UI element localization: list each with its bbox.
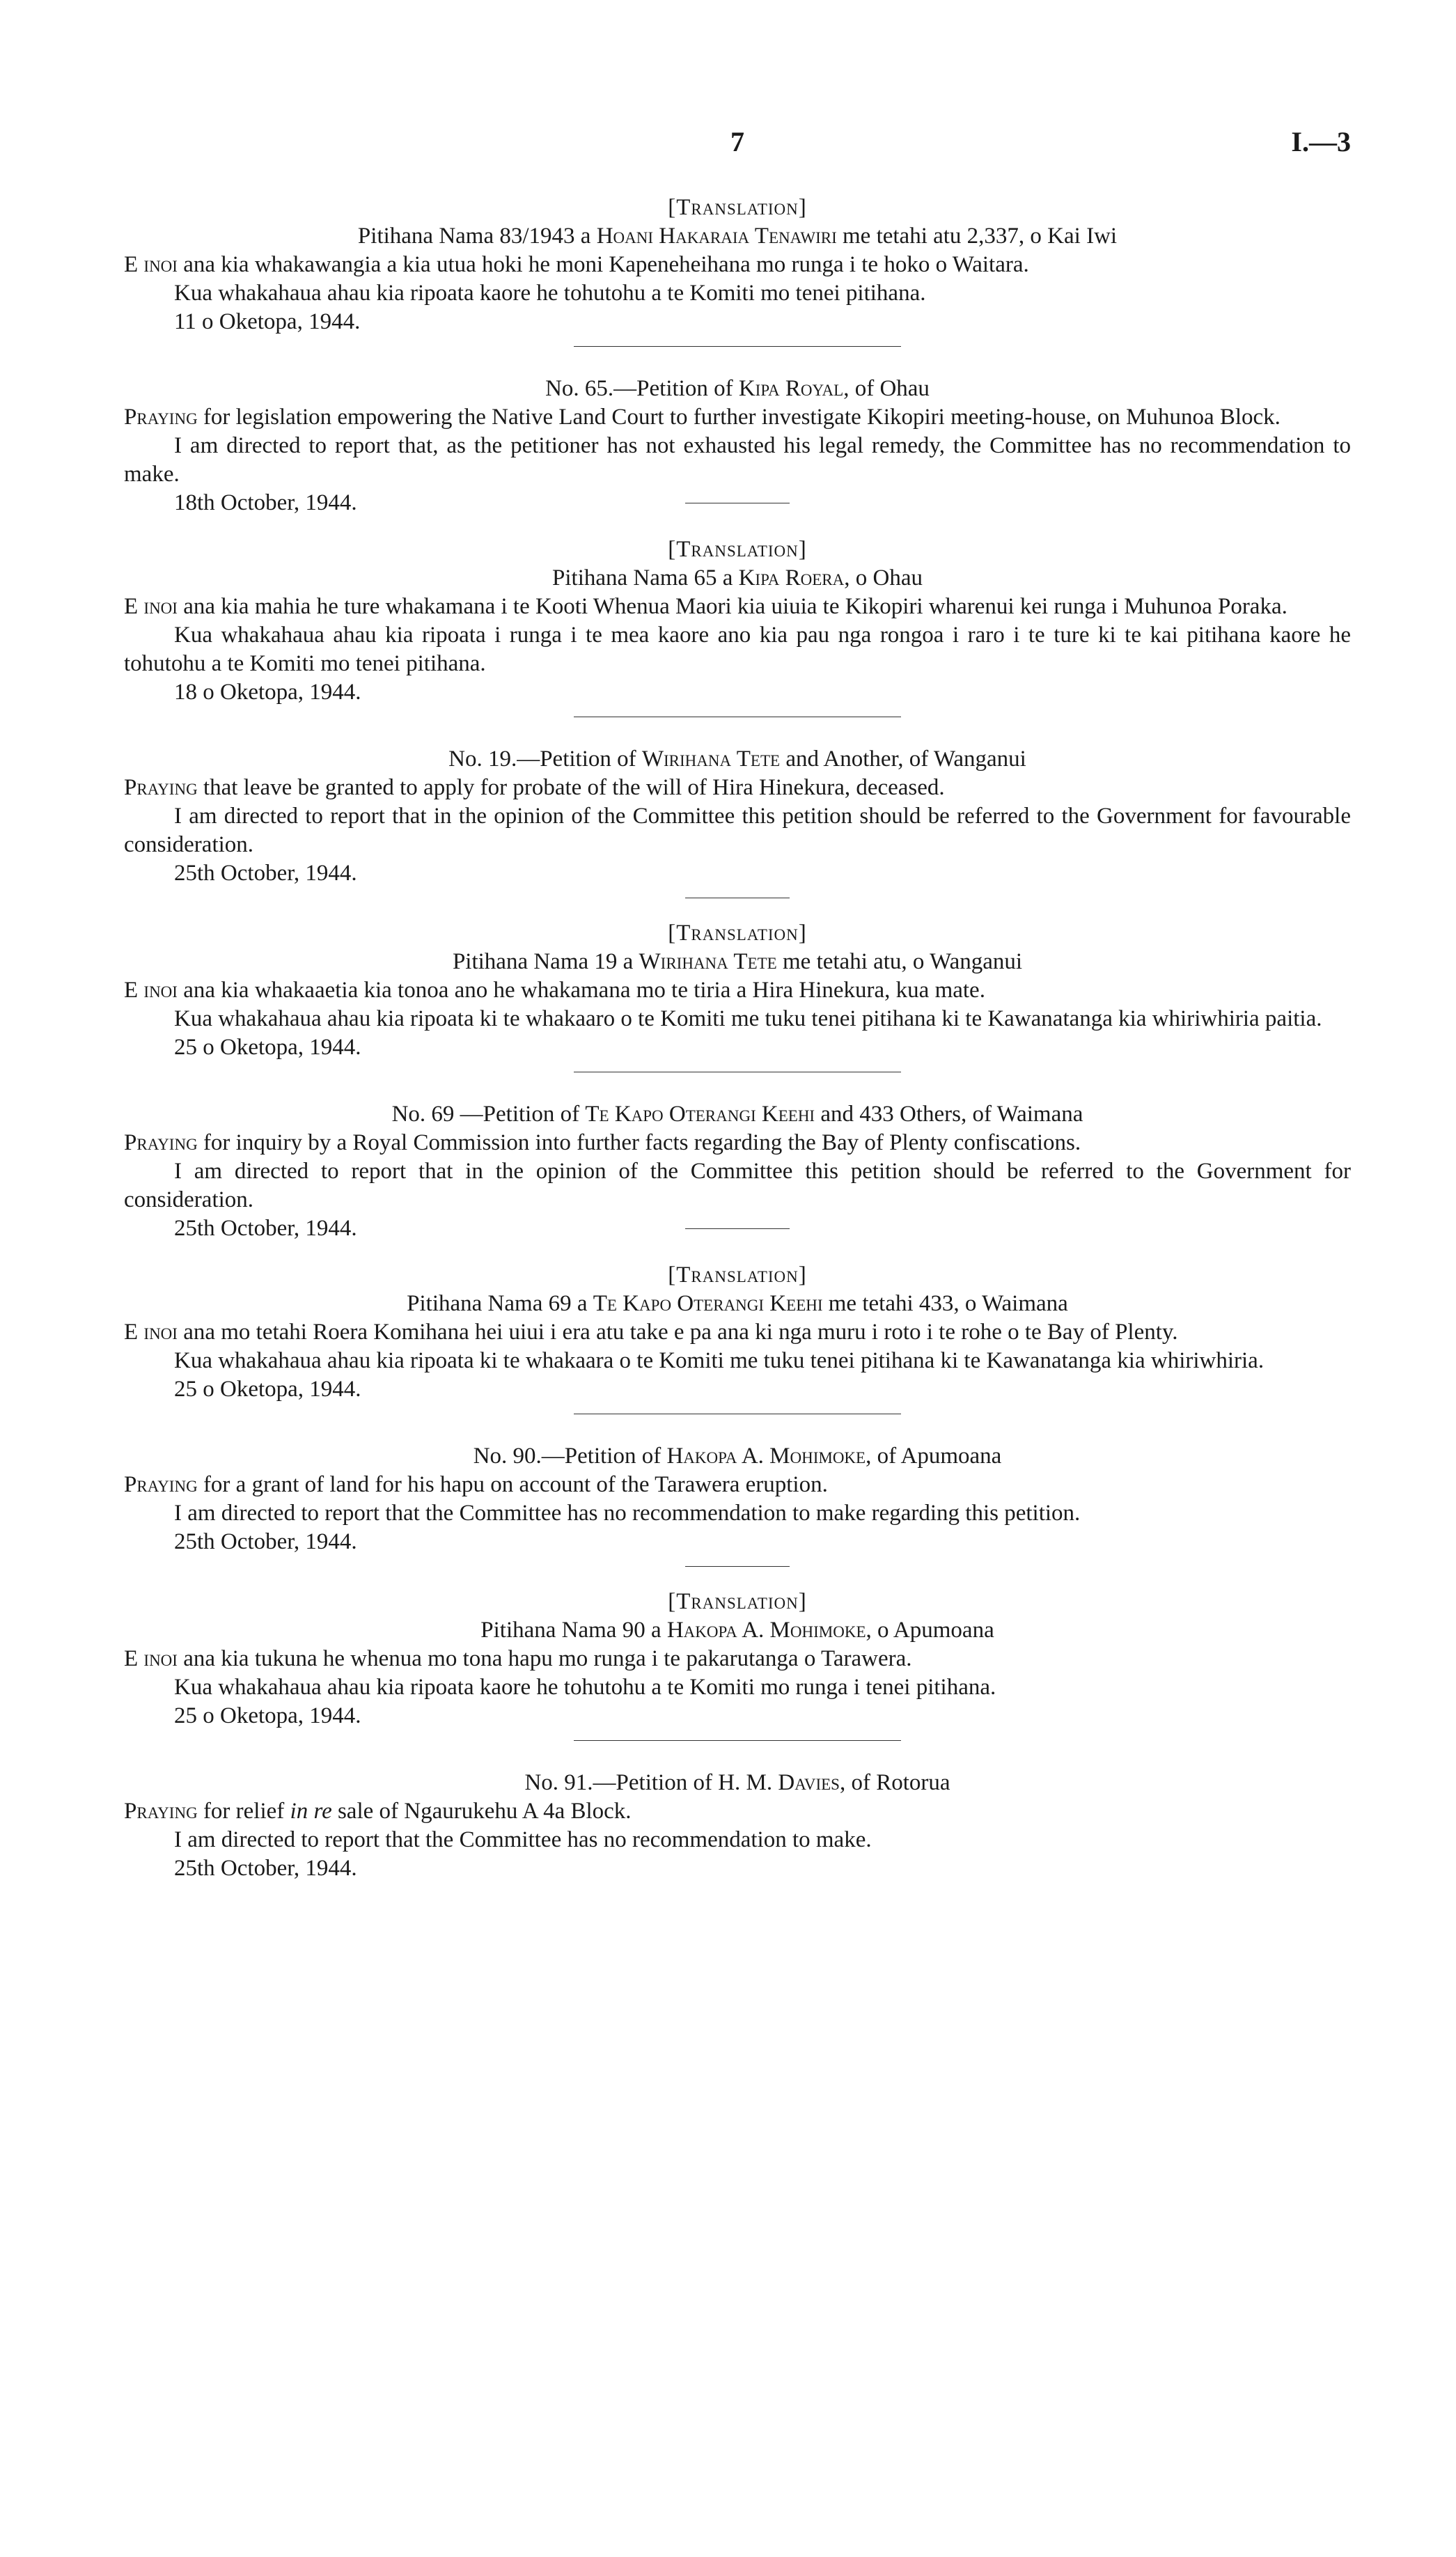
document-page	[124, 0, 1351, 2557]
section-heading: Pitihana Nama 90 a Hakopa A. Mohimoke, o Apumoana	[480, 1618, 994, 1643]
section-date: 25th October, 1944.	[174, 861, 357, 886]
prayer-paragraph: E inoi ana kia whakaaetia kia tonoa ano he whakamana mo te tiria a Hira Hinekura, kua mate.	[124, 978, 985, 1003]
section-heading: No. 65.—Petition of Kipa Royal, of Ohau	[545, 376, 930, 401]
document-reference: I.—3	[1291, 126, 1351, 157]
date-row	[124, 489, 1351, 517]
section-heading: No. 90.—Petition of Hakopa A. Mohimoke, of Apumoana	[473, 1444, 1002, 1469]
translation-65	[124, 535, 1351, 707]
section-date: 25th October, 1944.	[174, 1529, 357, 1554]
prayer-paragraph: Praying for inquiry by a Royal Commission into further facts regarding the Bay of Plenty confiscations.	[124, 1130, 1081, 1155]
page-header	[124, 125, 1351, 167]
translation-label: [Translation]	[668, 921, 807, 946]
translation-label: [Translation]	[668, 537, 807, 562]
section-heading: No. 19.—Petition of Wirihana Tete and Another, of Wanganui	[448, 746, 1026, 772]
section-date: 25 o Oketopa, 1944.	[174, 1035, 361, 1060]
petition-90	[124, 1442, 1351, 1556]
prayer-paragraph: Praying for legislation empowering the Native Land Court to further investigate Kikopiri meeting-house, on Muhunoa Block.	[124, 405, 1281, 430]
section-date: 25 o Oketopa, 1944.	[174, 1377, 361, 1402]
petitioner-name: Wirihana Tete	[639, 949, 777, 974]
prayer-paragraph: Praying for a grant of land for his hapu on account of the Tarawera eruption.	[124, 1472, 828, 1497]
section-divider	[574, 346, 901, 347]
petitioner-name: Hakopa A. Mohimoke	[666, 1444, 866, 1469]
section-date: 25 o Oketopa, 1944.	[174, 1703, 361, 1728]
document-body	[124, 194, 1351, 1883]
prayer-paragraph: E inoi ana mo tetahi Roera Komihana hei uiui i era atu take e pa ana ki nga muru i roto i te rohe o te Bay of Plenty.	[124, 1320, 1178, 1345]
prayer-paragraph: E inoi ana kia whakawangia a kia utua hoki he moni Kapeneheihana mo runga i te hoko o Waitara.	[124, 252, 1029, 277]
report-paragraph: I am directed to report that in the opinion of the Committee this petition should be referred to the Government for favourable consideration.	[124, 804, 1351, 857]
prayer-paragraph: Praying that leave be granted to apply for probate of the will of Hira Hinekura, deceased.	[124, 775, 945, 800]
section-heading: No. 91.—Petition of H. M. Davies, of Rotorua	[524, 1770, 950, 1795]
petitioner-name: Kipa Royal	[738, 376, 844, 401]
petitioner-name: Te Kapo Oterangi Keehi	[593, 1291, 823, 1316]
page-number: 7	[730, 126, 744, 157]
report-paragraph: I am directed to report that the Committee has no recommendation to make regarding this petition.	[174, 1501, 1081, 1526]
petitioner-name: Wirihana Tete	[641, 746, 781, 772]
short-divider	[685, 1228, 790, 1229]
report-paragraph: Kua whakahaua ahau kia ripoata kaore he tohutohu a te Komiti mo runga i tenei pitihana.	[174, 1675, 996, 1700]
petition-19	[124, 745, 1351, 888]
report-paragraph: I am directed to report that in the opinion of the Committee this petition should be referred to the Government for consideration.	[124, 1159, 1351, 1212]
translation-label: [Translation]	[668, 1589, 807, 1614]
section-date: 18th October, 1944.	[174, 490, 357, 515]
section-divider	[574, 1740, 901, 1741]
petition-91	[124, 1769, 1351, 1883]
translation-69	[124, 1261, 1351, 1404]
date-row	[124, 1214, 1351, 1243]
translation-19	[124, 919, 1351, 1062]
report-paragraph: Kua whakahaua ahau kia ripoata i runga i te mea kaore ano kia pau nga rongoa i raro i te ture ki te kai pitihana kaore he tohutohu a te Komiti mo tenei pitihana.	[124, 623, 1351, 676]
report-paragraph: I am directed to report that the Committee has no recommendation to make.	[174, 1827, 872, 1852]
petitioner-name: H. M. Davies	[718, 1770, 840, 1795]
report-paragraph: Kua whakahaua ahau kia ripoata kaore he tohutohu a te Komiti mo tenei pitihana.	[174, 281, 926, 306]
petitioner-name: Kipa Roera	[738, 565, 845, 591]
translation-label: [Translation]	[668, 195, 807, 220]
section-heading: Pitihana Nama 69 a Te Kapo Oterangi Keehi me tetahi 433, o Waimana	[407, 1291, 1068, 1316]
section-heading: Pitihana Nama 19 a Wirihana Tete me tetahi atu, o Wanganui	[452, 949, 1023, 974]
section-date: 25th October, 1944.	[174, 1216, 357, 1241]
section-date: 11 o Oketopa, 1944.	[174, 309, 361, 334]
prayer-paragraph: E inoi ana kia mahia he ture whakamana i te Kooti Whenua Maori kia uiuia te Kikopiri wharenui kei runga i Muhunoa Poraka.	[124, 594, 1287, 619]
petition-65	[124, 375, 1351, 517]
petitioner-name: Hoani Hakaraia Tenawiri	[596, 224, 837, 249]
translation-83-1943	[124, 194, 1351, 336]
petitioner-name: Te Kapo Oterangi Keehi	[585, 1102, 815, 1127]
prayer-paragraph: Praying for relief in re sale of Ngaurukehu A 4a Block.	[124, 1799, 632, 1824]
section-date: 25th October, 1944.	[174, 1856, 357, 1881]
translation-90	[124, 1588, 1351, 1730]
translation-label: [Translation]	[668, 1262, 807, 1288]
petition-69	[124, 1100, 1351, 1243]
latin-phrase: in re	[290, 1799, 332, 1824]
petitioner-name: Hakopa A. Mohimoke	[666, 1618, 866, 1643]
report-paragraph: I am directed to report that, as the petitioner has not exhausted his legal remedy, the Committee has no recommendation to make.	[124, 433, 1351, 487]
section-date: 18 o Oketopa, 1944.	[174, 680, 361, 705]
section-heading: Pitihana Nama 83/1943 a Hoani Hakaraia Tenawiri me tetahi atu 2,337, o Kai Iwi	[357, 224, 1118, 249]
report-paragraph: Kua whakahaua ahau kia ripoata ki te whakaara o te Komiti me tuku tenei pitihana ki te Kawanatanga kia whiriwhiria.	[174, 1348, 1265, 1373]
short-divider	[685, 1566, 790, 1567]
prayer-paragraph: E inoi ana kia tukuna he whenua mo tona hapu mo runga i te pakarutanga o Tarawera.	[124, 1646, 912, 1671]
report-paragraph: Kua whakahaua ahau kia ripoata ki te whakaaro o te Komiti me tuku tenei pitihana ki te Kawanatanga kia whiriwhiria paitia.	[174, 1006, 1322, 1031]
section-heading: No. 69 —Petition of Te Kapo Oterangi Keehi and 433 Others, of Waimana	[391, 1102, 1083, 1127]
section-heading: Pitihana Nama 65 a Kipa Roera, o Ohau	[552, 565, 923, 591]
